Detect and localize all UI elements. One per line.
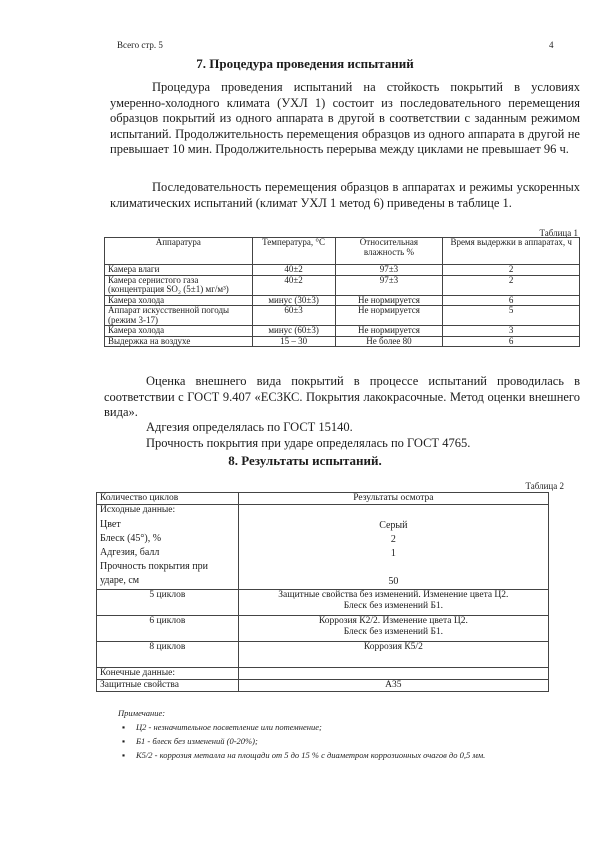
cycle-result: [238, 642, 548, 668]
cell: Камера влаги: [105, 265, 253, 276]
table-row: [97, 642, 549, 668]
cell: Не нормируется: [335, 306, 443, 326]
result-line: Защитные свойства без изменений. Изменение цвета Ц2.: [278, 590, 509, 600]
initial-data-cell: [97, 505, 239, 590]
result-line: Блеск без изменений Б1.: [343, 601, 444, 611]
cell: 6: [443, 295, 580, 306]
cell: 40±2: [252, 265, 335, 276]
header-cycles: Количество циклов: [97, 493, 239, 505]
initial-data-label: Исходные данные:: [100, 505, 176, 515]
header-humidity: Относительная влажность %: [335, 238, 443, 265]
note-item: ▪ Б1 - блеск без изменений (0-20%);: [136, 734, 586, 748]
value-color: Серый: [379, 520, 408, 531]
table-row: [105, 265, 580, 276]
cell: Не нормируется: [335, 326, 443, 337]
header-hold-time: Время выдержки в аппаратах, ч: [443, 238, 580, 265]
cycle-count: 6 циклов: [97, 616, 239, 642]
final-data-empty: [238, 668, 548, 680]
result-line: Коррозия К2/2. Изменение цвета Ц2.: [318, 616, 468, 626]
header-results: Результаты осмотра: [238, 493, 548, 505]
table-row: [97, 505, 549, 590]
section-8-title: 8. Результаты испытаний.: [228, 453, 382, 468]
cell: Выдержка на воздухе: [105, 336, 253, 347]
cell: Аппарат искусственной погоды (режим 3-17): [105, 306, 253, 326]
pages-total: Всего стр. 5: [117, 40, 163, 50]
cell: Камера сернистого газа (концентрация SO₂ (5±1) мг/м³): [105, 275, 253, 295]
result-line: Блеск без изменений Б1.: [343, 627, 444, 637]
cycle-result: [238, 616, 548, 642]
final-data-label: Конечные данные:: [97, 668, 239, 680]
value-impact: 50: [388, 576, 399, 587]
header-temperature: Температура, °С: [252, 238, 335, 265]
table-row: [105, 275, 580, 295]
paragraph-sequence: Последовательность перемещения образцов в аппаратах и режимы ускоренных климатических испытаний (климат УХЛ 1 метод 6) приведены в таблице 1.: [110, 180, 580, 210]
cell: Камера холода: [105, 326, 253, 337]
cell: Не более 80: [335, 336, 443, 347]
cycle-result: [238, 590, 548, 616]
final-param: Защитные свойства: [97, 680, 239, 692]
table-2-header-row: [97, 493, 549, 505]
table-row: [105, 295, 580, 306]
value-adhesion: 1: [390, 548, 396, 559]
cell: Не нормируется: [335, 295, 443, 306]
final-value: А35: [238, 680, 548, 692]
param-gloss: Блеск (45°), %: [100, 533, 162, 544]
page-number: 4: [549, 40, 554, 50]
result-line: Коррозия К5/2: [363, 642, 423, 652]
cell: минус (60±3): [252, 326, 335, 337]
cell: 2: [443, 265, 580, 276]
param-adhesion: Адгезия, балл: [100, 547, 160, 558]
paragraph-appearance: Оценка внешнего вида покрытий в процессе испытаний проводилась в соответствии с ГОСТ 9.407 «ЕСЗКС. Покрытия лакокрасочные. Метод оценки внешнего вида».: [104, 374, 580, 419]
cell: 60±3: [252, 306, 335, 326]
cell: 6: [443, 336, 580, 347]
notes: [118, 706, 586, 762]
table-row: [105, 306, 580, 326]
table-1: [104, 237, 580, 347]
paragraph-adhesion: Адгезия определялась по ГОСТ 15140.: [146, 420, 353, 434]
paragraph-procedure: Процедура проведения испытаний на стойкость покрытий в условиях умеренно-холодного климата (УХЛ 1) состоит из последовательного перемещения образцов покрытий из одного аппарата в другой в соответствии с заданным режимом испытаний. Продолжительность перемещения образцов из одного аппарата в другой не превышает 10 мин. Продолжительность перерыва между циклами не превышает 96 ч.: [110, 80, 580, 156]
table-row: [97, 590, 549, 616]
table-row: [97, 616, 549, 642]
cell: Камера холода: [105, 295, 253, 306]
cell: 97±3: [335, 265, 443, 276]
paragraph-impact: Прочность покрытия при ударе определялась по ГОСТ 4765.: [146, 436, 471, 450]
table-row: [105, 326, 580, 337]
param-impact: Прочность покрытия при ударе, см: [100, 561, 208, 586]
cycle-count: 8 циклов: [97, 642, 239, 668]
table-2: [96, 492, 549, 692]
note-item: ▪ К5/2 - коррозия металла на площади от 5 до 15 % с диаметром коррозионных очагов до 0,5 мм.: [136, 748, 586, 762]
cell: 15 – 30: [252, 336, 335, 347]
value-gloss: 2: [390, 534, 396, 545]
table-1-header-row: [105, 238, 580, 265]
notes-title: Примечание:: [118, 708, 166, 718]
table-row: [105, 336, 580, 347]
cell: 40±2: [252, 275, 335, 295]
cell: 97±3: [335, 275, 443, 295]
cycle-count: 5 циклов: [97, 590, 239, 616]
table-2-caption: Таблица 2: [525, 481, 564, 491]
table-row: [97, 680, 549, 692]
section-7-title: 7. Процедура проведения испытаний: [196, 56, 414, 71]
table-row: [97, 668, 549, 680]
initial-values-cell: [238, 505, 548, 590]
cell: минус (30±3): [252, 295, 335, 306]
cell: 3: [443, 326, 580, 337]
note-item: ▪ Ц2 - незначительное посветление или потемнение;: [136, 720, 586, 734]
cell: 5: [443, 306, 580, 326]
param-color: Цвет: [100, 519, 121, 530]
header-apparatus: Аппаратура: [105, 238, 253, 265]
table-1-caption: Таблица 1: [539, 228, 578, 238]
cell: 2: [443, 275, 580, 295]
